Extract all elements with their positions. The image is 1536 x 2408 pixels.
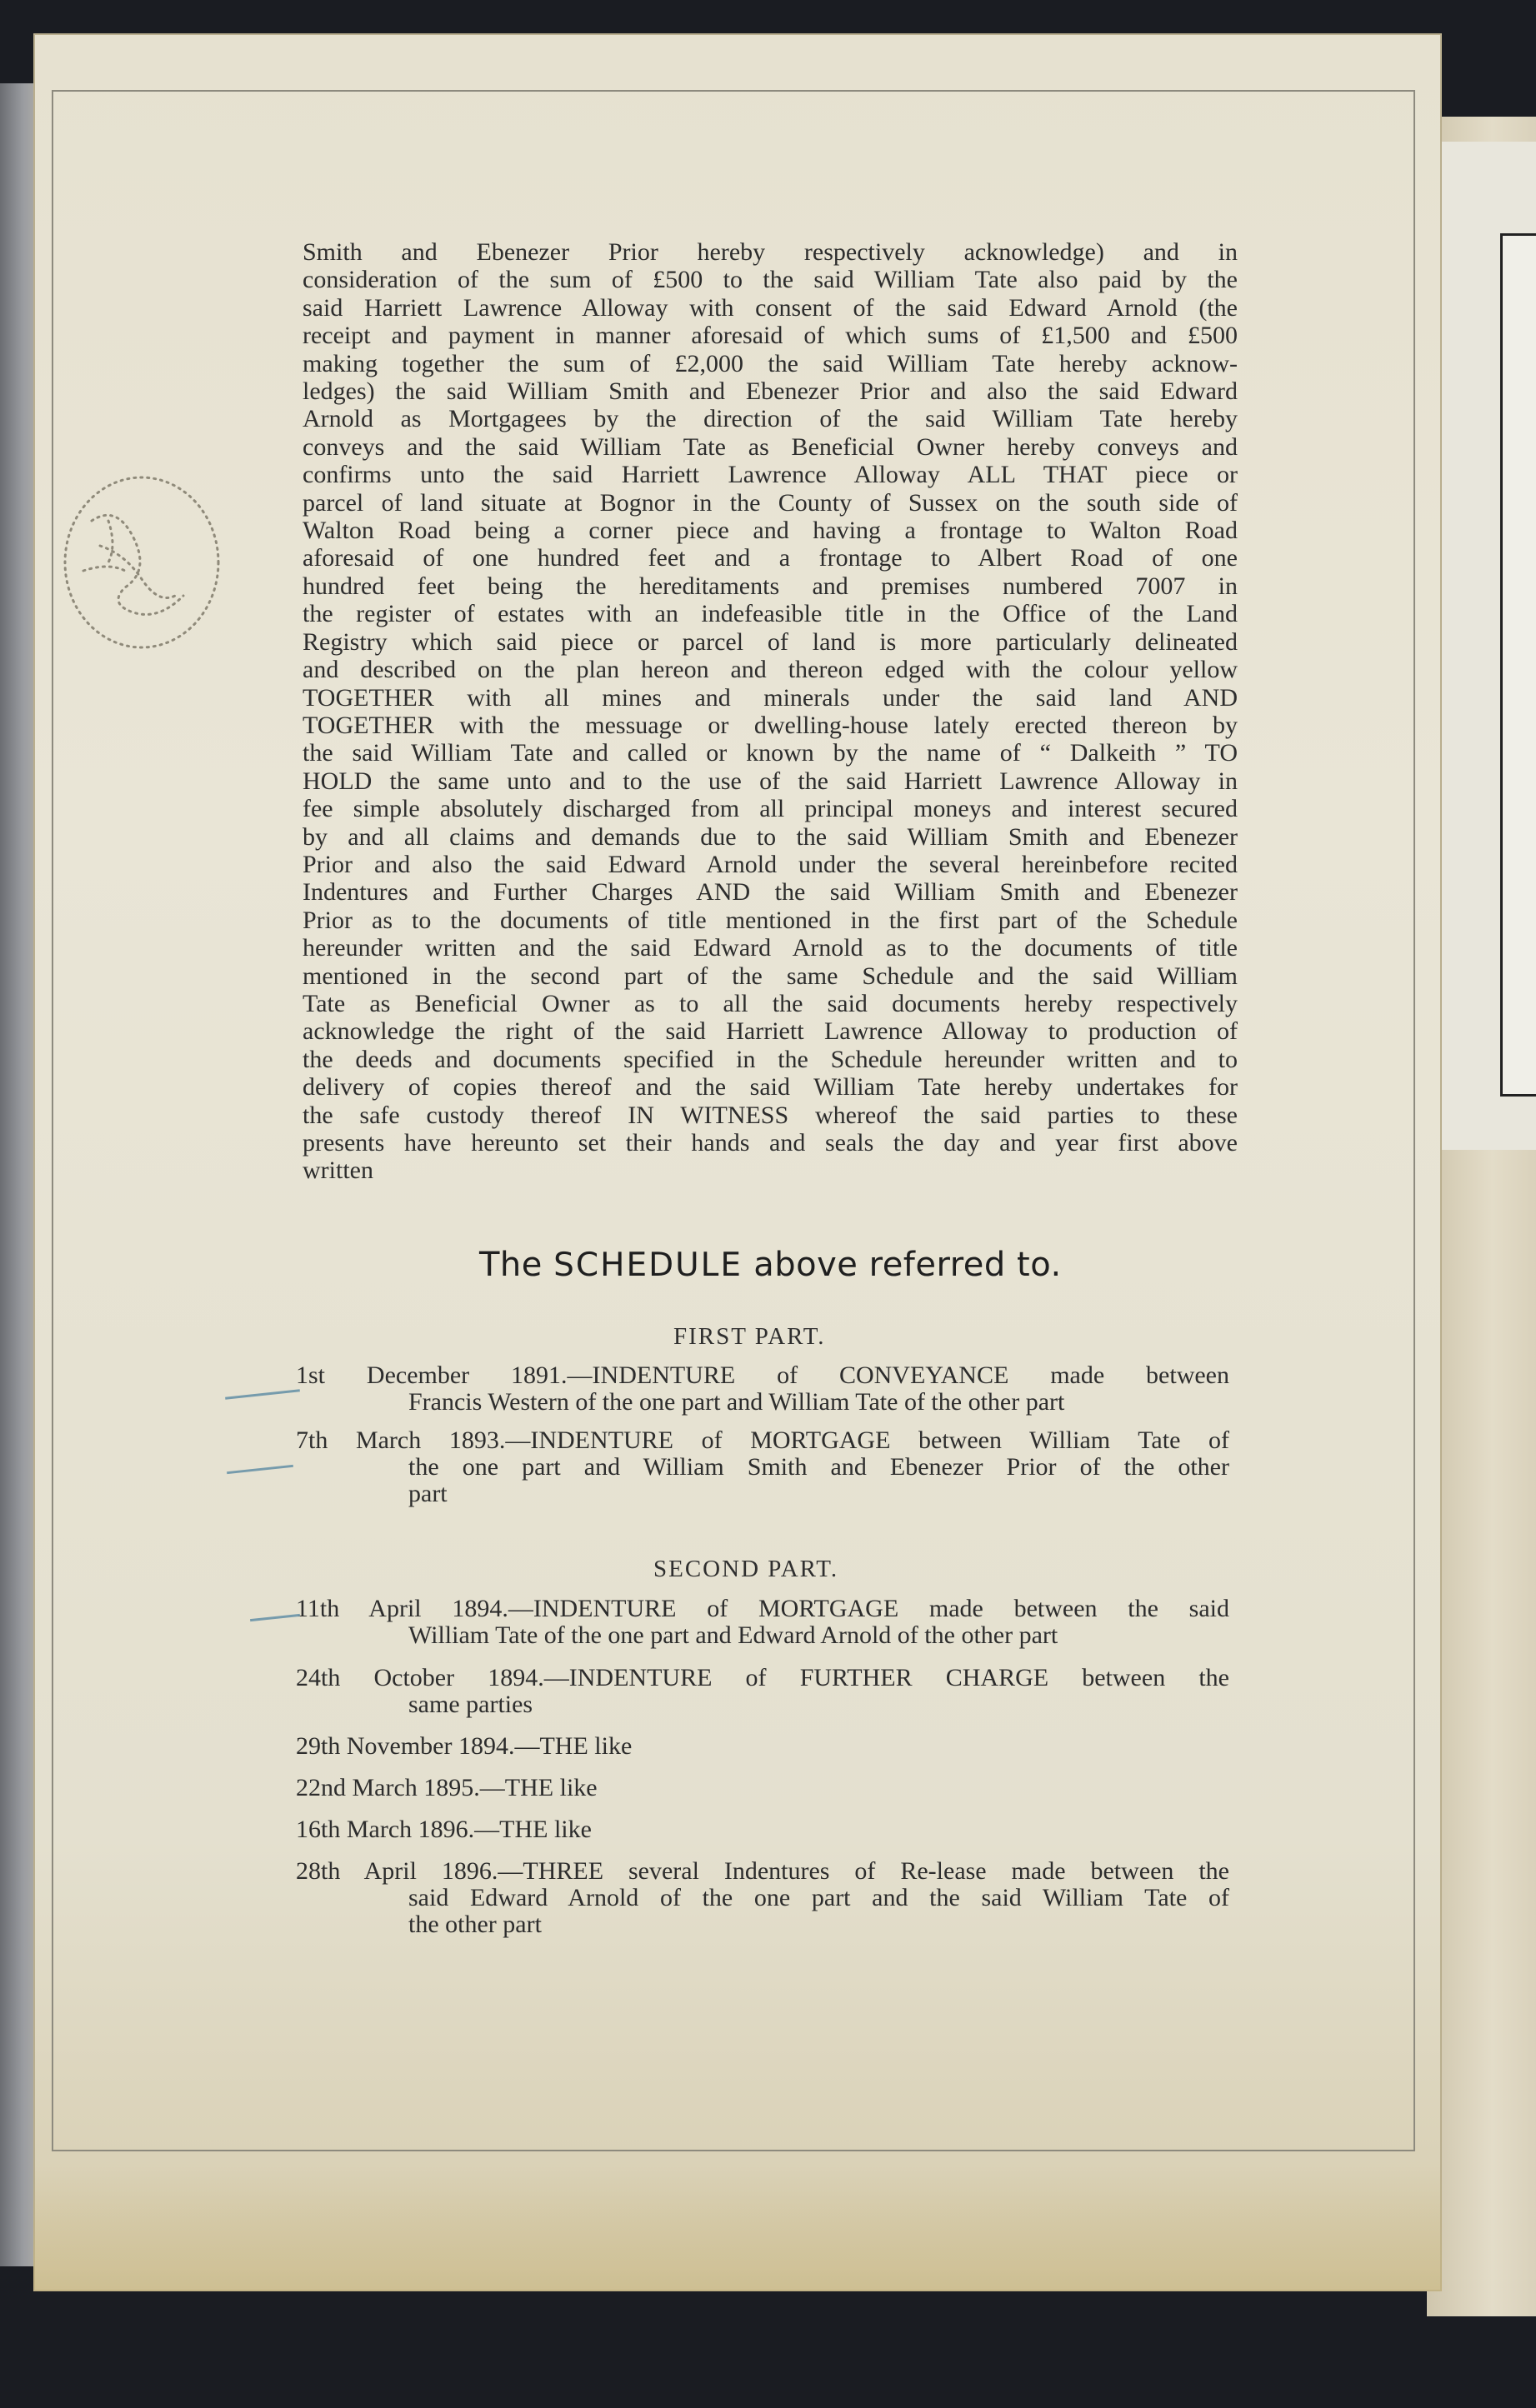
body-line: hereunder written and the said Edward Arnold as to the documents of title (303, 934, 1238, 962)
schedule-entry-heading: 28th April 1896.—THREE several Indentures of Re-lease made between the (296, 1857, 1229, 1885)
body-line: the said William Tate and called or known by the name of “ Dalkeith ” TO (303, 739, 1238, 767)
schedule-entry (296, 1665, 1229, 1718)
schedule-entry-continuation: the one part and William Smith and Ebenezer Prior of the other (408, 1453, 1229, 1481)
schedule-entry-continuation: the other part (408, 1911, 542, 1938)
body-line: ledges) the said William Smith and Ebenezer Prior and also the said Edward (303, 377, 1238, 406)
schedule-entry-heading: 7th March 1893.—INDENTURE of MORTGAGE between William Tate of (296, 1426, 1229, 1454)
body-line: mentioned in the second part of the same Schedule and the said William (303, 962, 1238, 990)
schedule-entry-heading: 22nd March 1895.—THE like (296, 1774, 598, 1801)
schedule-entry-heading: 11th April 1894.—INDENTURE of MORTGAGE made between the said (296, 1595, 1229, 1622)
schedule-heading-caps: SCHEDULE (553, 1246, 743, 1284)
body-line: Tate as Beneficial Owner as to all the said documents hereby respectively (303, 989, 1238, 1017)
body-line: presents have hereunto set their hands and seals the day and year first above (303, 1129, 1238, 1157)
schedule-entry (296, 1362, 1229, 1416)
schedule-heading-suffix: above referred to. (753, 1246, 1062, 1284)
schedule-entry-heading: 29th November 1894.—THE like (296, 1732, 633, 1760)
schedule-entry-continuation: said Edward Arnold of the one part and the said William Tate of (408, 1884, 1229, 1911)
body-line: and described on the plan hereon and thereon edged with the colour yellow (303, 656, 1238, 684)
body-line: making together the sum of £2,000 the said William Tate hereby acknow- (303, 349, 1238, 377)
deed-body-text (303, 238, 1238, 1185)
body-line: TOGETHER with the messuage or dwelling-house lately erected thereon by (303, 711, 1238, 739)
body-line: Smith and Ebenezer Prior hereby respectively acknowledge) and in (303, 238, 1238, 266)
schedule-entry (296, 1858, 1229, 1938)
body-line: conveys and the said William Tate as Beneficial Owner hereby conveys and (303, 432, 1238, 461)
schedule-heading-prefix: The (479, 1246, 543, 1284)
schedule-entry (296, 1775, 1229, 1801)
body-line: said Harriett Lawrence Alloway with consent of the said Edward Arnold (the (303, 293, 1238, 322)
body-line: acknowledge the right of the said Harriett Lawrence Alloway to production of (303, 1017, 1238, 1046)
schedule-entry (296, 1596, 1229, 1649)
body-line: fee simple absolutely discharged from all principal moneys and interest secured (303, 795, 1238, 823)
schedule-heading (479, 1246, 1063, 1284)
schedule-entry (296, 1733, 1229, 1760)
body-line: the deeds and documents specified in the Schedule hereunder written and to (303, 1045, 1238, 1073)
paper-stain (33, 2166, 1442, 2291)
perforated-stamp (58, 471, 225, 654)
body-line: hundred feet being the hereditaments and premises numbered 7007 in (303, 572, 1238, 600)
body-line: Arnold as Mortgagees by the direction of the said William Tate hereby (303, 405, 1238, 433)
adjacent-page-frame (1500, 233, 1536, 1097)
body-line: parcel of land situate at Bognor in the County of Sussex on the south side of (303, 488, 1238, 517)
second-part-title: SECOND PART. (653, 1556, 839, 1582)
body-line: consideration of the sum of £500 to the said William Tate also paid by the (303, 266, 1238, 294)
schedule-entry-continuation: William Tate of the one part and Edward Arnold of the other part (408, 1621, 1058, 1649)
body-line: by and all claims and demands due to the said William Smith and Ebenezer (303, 822, 1238, 851)
body-line: delivery of copies thereof and the said William Tate hereby undertakes for (303, 1073, 1238, 1102)
body-line: Prior and also the said Edward Arnold under the several hereinbefore recited (303, 850, 1238, 878)
first-part-title: FIRST PART. (673, 1323, 826, 1350)
schedule-entry (296, 1427, 1229, 1507)
schedule-entry-continuation: same parties (408, 1691, 533, 1718)
body-line: confirms unto the said Harriett Lawrence Alloway ALL THAT piece or (303, 461, 1238, 489)
body-line: TOGETHER with all mines and minerals under the said land AND (303, 683, 1238, 712)
body-line: Indentures and Further Charges AND the said William Smith and Ebenezer (303, 878, 1238, 907)
body-line: HOLD the same unto and to the use of the said Harriett Lawrence Alloway in (303, 767, 1238, 795)
body-line: Prior as to the documents of title mentioned in the first part of the Schedule (303, 906, 1238, 934)
body-line: the safe custody thereof IN WITNESS whereof the said parties to these (303, 1101, 1238, 1129)
schedule-entry (296, 1816, 1229, 1843)
schedule-entry-heading: 1st December 1891.—INDENTURE of CONVEYANCE made between (296, 1361, 1229, 1389)
schedule-entry-heading: 24th October 1894.—INDENTURE of FURTHER CHARGE between the (296, 1664, 1229, 1691)
schedule-entry-heading: 16th March 1896.—THE like (296, 1816, 592, 1843)
body-line: receipt and payment in manner aforesaid of which sums of £1,500 and £500 (303, 322, 1238, 350)
body-line: the register of estates with an indefeasible title in the Office of the Land (303, 600, 1238, 628)
body-line: aforesaid of one hundred feet and a frontage to Albert Road of one (303, 544, 1238, 572)
body-line: Walton Road being a corner piece and having a frontage to Walton Road (303, 517, 1238, 545)
body-line: written (303, 1157, 373, 1185)
body-line: Registry which said piece or parcel of land is more particularly delineated (303, 627, 1238, 656)
schedule-entry-continuation: Francis Western of the one part and William Tate of the other part (408, 1388, 1065, 1416)
schedule-entry-continuation: part (408, 1480, 448, 1507)
